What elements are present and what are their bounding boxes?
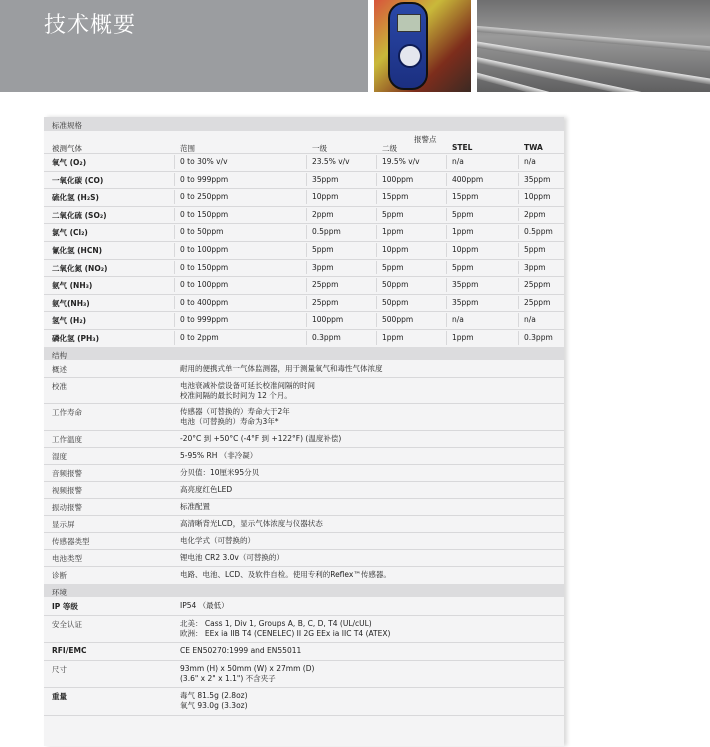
column-divider bbox=[174, 173, 175, 187]
spec-label: 音频报警 bbox=[52, 468, 82, 478]
gas-cell: 35ppm bbox=[452, 280, 479, 290]
gas-cell: 500ppm bbox=[382, 315, 414, 325]
column-header: 二级 bbox=[382, 144, 397, 153]
column-divider bbox=[174, 278, 175, 292]
spec-row bbox=[44, 481, 564, 499]
column-divider bbox=[518, 190, 519, 204]
gas-cell: n/a bbox=[452, 315, 464, 325]
spec-row bbox=[44, 566, 564, 585]
gas-row bbox=[44, 188, 564, 207]
section-header bbox=[44, 584, 564, 597]
column-divider bbox=[306, 225, 307, 239]
column-divider bbox=[174, 313, 175, 327]
spec-row bbox=[44, 615, 564, 643]
spec-value bbox=[180, 502, 210, 512]
gas-cell: 5ppm bbox=[382, 209, 404, 219]
spec-label: 视频报警 bbox=[52, 485, 82, 495]
section-header bbox=[44, 347, 564, 360]
column-divider bbox=[446, 296, 447, 310]
section-header bbox=[44, 117, 564, 131]
gas-cell: 0.5ppm bbox=[524, 227, 553, 237]
spec-value bbox=[180, 485, 232, 495]
gas-cell: 15ppm bbox=[382, 192, 409, 202]
product-photo bbox=[374, 0, 471, 92]
column-divider bbox=[446, 261, 447, 275]
spec-value-line: 耐用的便携式单一气体监测器，用于测量氧气和毒性气体浓度 bbox=[180, 363, 383, 373]
gas-cell: 0.3ppm bbox=[312, 333, 341, 342]
spec-row bbox=[44, 532, 564, 550]
column-divider bbox=[446, 243, 447, 257]
spec-label: 安全认证 bbox=[52, 619, 82, 629]
spec-label: 概述 bbox=[52, 364, 67, 374]
gas-row bbox=[44, 241, 564, 260]
gas-cell: 0.5ppm bbox=[312, 227, 341, 237]
column-divider bbox=[174, 243, 175, 257]
spec-row bbox=[44, 360, 564, 378]
spec-label: 电池类型 bbox=[52, 553, 82, 563]
gas-row bbox=[44, 171, 564, 190]
gas-cell: 1ppm bbox=[452, 333, 474, 342]
spec-row bbox=[44, 403, 564, 431]
spec-value-line: 高清晰背光LCD，显示气体浓度与仪器状态 bbox=[180, 518, 323, 528]
column-divider bbox=[306, 278, 307, 292]
spec-label: 振动报警 bbox=[52, 502, 82, 512]
gas-cell: 100ppm bbox=[382, 174, 414, 184]
gas-row bbox=[44, 276, 564, 295]
gas-cell: 0 to 100ppm bbox=[180, 280, 229, 290]
gas-cell: 2ppm bbox=[524, 209, 546, 219]
spec-value bbox=[180, 619, 390, 639]
gas-cell: 35ppm bbox=[452, 297, 479, 307]
spec-value-line: 北美： Cass 1, Div 1, Groups A, B, C, D, T4 (UL/cUL) bbox=[180, 618, 372, 628]
gas-cell: 10ppm bbox=[382, 245, 409, 254]
spec-label: 尺寸 bbox=[52, 664, 67, 674]
spec-value bbox=[180, 601, 229, 611]
column-divider bbox=[376, 208, 377, 222]
column-divider bbox=[376, 313, 377, 327]
column-divider bbox=[518, 313, 519, 327]
column-divider bbox=[518, 278, 519, 292]
column-divider bbox=[174, 208, 175, 222]
column-divider bbox=[376, 155, 377, 169]
column-divider bbox=[446, 331, 447, 345]
spec-table bbox=[44, 117, 564, 746]
header-band bbox=[0, 0, 368, 92]
spec-value bbox=[180, 407, 290, 427]
column-divider bbox=[306, 190, 307, 204]
spec-row bbox=[44, 687, 564, 716]
column-divider bbox=[518, 296, 519, 310]
spec-row bbox=[44, 464, 564, 482]
spec-label: 诊断 bbox=[52, 570, 67, 580]
column-divider bbox=[306, 331, 307, 345]
spec-value bbox=[180, 570, 391, 580]
gas-cell: n/a bbox=[524, 157, 536, 166]
spec-value-line: 5-95% RH （非冷凝） bbox=[180, 450, 258, 460]
gas-row bbox=[44, 311, 564, 330]
column-divider bbox=[518, 208, 519, 222]
column-divider bbox=[446, 225, 447, 239]
column-divider bbox=[306, 243, 307, 257]
column-header: 被测气体 bbox=[52, 144, 82, 153]
spec-row bbox=[44, 377, 564, 404]
gas-cell: 氢气 (H₂) bbox=[52, 316, 87, 326]
column-divider bbox=[518, 331, 519, 345]
spec-value bbox=[180, 451, 257, 461]
gas-cell: 磷化氢 (PH₃) bbox=[52, 334, 100, 343]
spec-value bbox=[180, 364, 383, 374]
spec-label: 显示屏 bbox=[52, 519, 75, 529]
gas-cell: 0 to 150ppm bbox=[180, 262, 229, 272]
gas-row bbox=[44, 329, 564, 348]
spec-label: RFI/EMC bbox=[52, 645, 87, 655]
column-divider bbox=[174, 155, 175, 169]
column-divider bbox=[518, 225, 519, 239]
spec-value-line: 传感器（可替换的）寿命大于2年 bbox=[180, 406, 290, 416]
gas-cell: 10ppm bbox=[452, 245, 479, 254]
spec-value bbox=[180, 468, 259, 478]
column-divider bbox=[376, 190, 377, 204]
column-divider bbox=[446, 278, 447, 292]
spec-value-line: 锂电池 CR2 3.0v（可替换的） bbox=[180, 552, 284, 562]
spec-value-line: CE EN50270:1999 and EN55011 bbox=[180, 645, 302, 655]
column-header: 一级 bbox=[312, 144, 327, 153]
spec-label: 重量 bbox=[52, 691, 67, 701]
gas-cell: 0 to 999ppm bbox=[180, 174, 229, 184]
spec-value-line: -20°C 到 +50°C (-4°F 到 +122°F) (温度补偿) bbox=[180, 433, 342, 443]
spec-label: 传感器类型 bbox=[52, 536, 90, 546]
gas-cell: 10ppm bbox=[524, 192, 551, 202]
gas-cell: 0 to 100ppm bbox=[180, 245, 229, 254]
gas-detector-image bbox=[388, 2, 428, 90]
spec-value-line: 分贝值：10厘米95分贝 bbox=[180, 467, 260, 477]
spec-value-line: 电路、电池、LCD、及软件自检。使用专利的Reflex™传感器。 bbox=[180, 569, 391, 579]
spec-label: 工作温度 bbox=[52, 434, 82, 444]
section-title: 标准规格 bbox=[52, 121, 82, 130]
gas-row bbox=[44, 294, 564, 313]
spec-label: 湿度 bbox=[52, 451, 67, 461]
column-divider bbox=[174, 331, 175, 345]
gas-cell: 15ppm bbox=[452, 192, 479, 202]
column-divider bbox=[306, 261, 307, 275]
gas-cell: 氧气 (O₂) bbox=[52, 158, 87, 167]
column-divider bbox=[518, 243, 519, 257]
gas-cell: 氨气 (NH₃) bbox=[52, 281, 93, 291]
gas-cell: 一氧化碳 (CO) bbox=[52, 175, 104, 185]
spec-row bbox=[44, 498, 564, 516]
column-divider bbox=[174, 225, 175, 239]
column-divider bbox=[376, 225, 377, 239]
spec-value-line: 电化学式（可替换的） bbox=[180, 535, 255, 545]
column-divider bbox=[446, 313, 447, 327]
column-divider bbox=[306, 155, 307, 169]
section-title: 环境 bbox=[52, 587, 67, 597]
gas-cell: 35ppm bbox=[524, 174, 551, 184]
gas-cell: 5ppm bbox=[312, 245, 334, 254]
spec-value-line: (3.6" x 2" x 1.1") 不含夹子 bbox=[180, 673, 276, 683]
gas-cell: 硫化氢 (H₂S) bbox=[52, 193, 99, 203]
column-header-row bbox=[44, 131, 564, 154]
column-divider bbox=[174, 190, 175, 204]
column-divider bbox=[306, 173, 307, 187]
column-divider bbox=[376, 173, 377, 187]
gas-cell: 5ppm bbox=[382, 262, 404, 272]
spec-value bbox=[180, 691, 248, 711]
gas-cell: n/a bbox=[452, 157, 464, 166]
spec-value bbox=[180, 434, 341, 444]
gas-cell: 1ppm bbox=[452, 227, 474, 237]
column-divider bbox=[376, 261, 377, 275]
gas-cell: 5ppm bbox=[452, 262, 474, 272]
gas-cell: 5ppm bbox=[524, 245, 546, 254]
gas-row bbox=[44, 259, 564, 278]
column-divider bbox=[306, 208, 307, 222]
column-divider bbox=[446, 173, 447, 187]
spec-value-line: 电池衰减补偿设备可延长校准间隔的时间 bbox=[180, 380, 315, 390]
page-title: 技术概要 bbox=[44, 13, 137, 38]
column-header: STEL bbox=[452, 143, 473, 152]
gas-cell: 二氧化氮 (NO₂) bbox=[52, 263, 108, 273]
gas-cell: 氨气(NH₃) bbox=[52, 298, 90, 308]
gas-cell: 50ppm bbox=[382, 280, 409, 290]
gas-cell: 二氧化硫 (SO₂) bbox=[52, 210, 107, 220]
spec-row bbox=[44, 447, 564, 465]
spec-row bbox=[44, 515, 564, 533]
gas-row bbox=[44, 153, 564, 172]
spec-label: 校准 bbox=[52, 381, 67, 391]
gas-cell: 1ppm bbox=[382, 227, 404, 237]
gas-cell: n/a bbox=[524, 315, 536, 325]
gas-cell: 0 to 50ppm bbox=[180, 227, 224, 237]
gas-row bbox=[44, 206, 564, 225]
spec-value-line: 欧洲： EEx ia IIB T4 (CENELEC) II 2G EEx ia IIC T4 (ATEX) bbox=[180, 628, 391, 638]
gas-cell: 3ppm bbox=[524, 262, 546, 272]
spec-value bbox=[180, 553, 284, 563]
section-title: 结构 bbox=[52, 350, 67, 360]
gas-cell: 0 to 250ppm bbox=[180, 192, 229, 202]
gas-cell: 25ppm bbox=[524, 280, 551, 290]
column-divider bbox=[376, 278, 377, 292]
spec-value-line: 93mm (H) x 50mm (W) x 27mm (D) bbox=[180, 663, 315, 673]
gas-cell: 35ppm bbox=[312, 174, 339, 184]
spec-row bbox=[44, 642, 564, 661]
gas-cell: 0 to 150ppm bbox=[180, 209, 229, 219]
gas-cell: 0 to 2ppm bbox=[180, 333, 219, 342]
alarm-group-label: 报警点 bbox=[414, 135, 437, 144]
gas-cell: 25ppm bbox=[312, 280, 339, 290]
spec-row bbox=[44, 660, 564, 688]
spec-row bbox=[44, 430, 564, 448]
spec-value bbox=[180, 381, 315, 401]
pipeline-photo bbox=[477, 0, 710, 92]
gas-cell: 氰化氢 (HCN) bbox=[52, 246, 103, 255]
column-divider bbox=[376, 243, 377, 257]
column-divider bbox=[446, 155, 447, 169]
gas-cell: 25ppm bbox=[312, 297, 339, 307]
gas-cell: 0.3ppm bbox=[524, 333, 553, 342]
spec-label: IP 等级 bbox=[52, 601, 78, 611]
spec-value-line: 标准配置 bbox=[180, 501, 210, 511]
column-divider bbox=[376, 331, 377, 345]
gas-cell: 0 to 999ppm bbox=[180, 315, 229, 325]
gas-cell: 10ppm bbox=[312, 192, 339, 202]
gas-cell: 氯气 (Cl₂) bbox=[52, 228, 88, 238]
spec-value bbox=[180, 536, 255, 546]
gas-cell: 2ppm bbox=[312, 209, 334, 219]
column-divider bbox=[306, 313, 307, 327]
gas-cell: 23.5% v/v bbox=[312, 157, 350, 166]
gas-cell: 19.5% v/v bbox=[382, 157, 420, 166]
spec-label: 工作寿命 bbox=[52, 407, 82, 417]
spec-value-line: 校准间隔的最长时间为 12 个月。 bbox=[180, 390, 292, 400]
gas-cell: 400ppm bbox=[452, 174, 484, 184]
spec-value-line: 毒气 81.5g (2.8oz) bbox=[180, 690, 248, 700]
gas-cell: 1ppm bbox=[382, 333, 404, 342]
gas-row bbox=[44, 223, 564, 242]
column-divider bbox=[446, 190, 447, 204]
spec-row bbox=[44, 549, 564, 567]
gas-cell: 50ppm bbox=[382, 297, 409, 307]
column-divider bbox=[306, 296, 307, 310]
column-divider bbox=[174, 261, 175, 275]
gas-cell: 0 to 30% v/v bbox=[180, 157, 228, 166]
spec-row bbox=[44, 597, 564, 616]
gas-cell: 100ppm bbox=[312, 315, 344, 325]
spec-value bbox=[180, 519, 323, 529]
gas-cell: 25ppm bbox=[524, 297, 551, 307]
gas-cell: 5ppm bbox=[452, 209, 474, 219]
column-divider bbox=[518, 155, 519, 169]
column-header: TWA bbox=[524, 143, 543, 152]
column-divider bbox=[518, 261, 519, 275]
column-divider bbox=[518, 173, 519, 187]
column-header: 范围 bbox=[180, 144, 195, 153]
gas-cell: 3ppm bbox=[312, 262, 334, 272]
spec-value bbox=[180, 664, 314, 684]
spec-value bbox=[180, 646, 301, 656]
spec-value-line: 电池（可替换的）寿命为3年* bbox=[180, 416, 279, 426]
column-divider bbox=[174, 296, 175, 310]
spec-value-line: IP54 （最低） bbox=[180, 600, 229, 610]
spec-value-line: 氧气 93.0g (3.3oz) bbox=[180, 700, 248, 710]
column-divider bbox=[376, 296, 377, 310]
gas-cell: 0 to 400ppm bbox=[180, 297, 229, 307]
column-divider bbox=[446, 208, 447, 222]
spec-value-line: 高亮度红色LED bbox=[180, 484, 233, 494]
